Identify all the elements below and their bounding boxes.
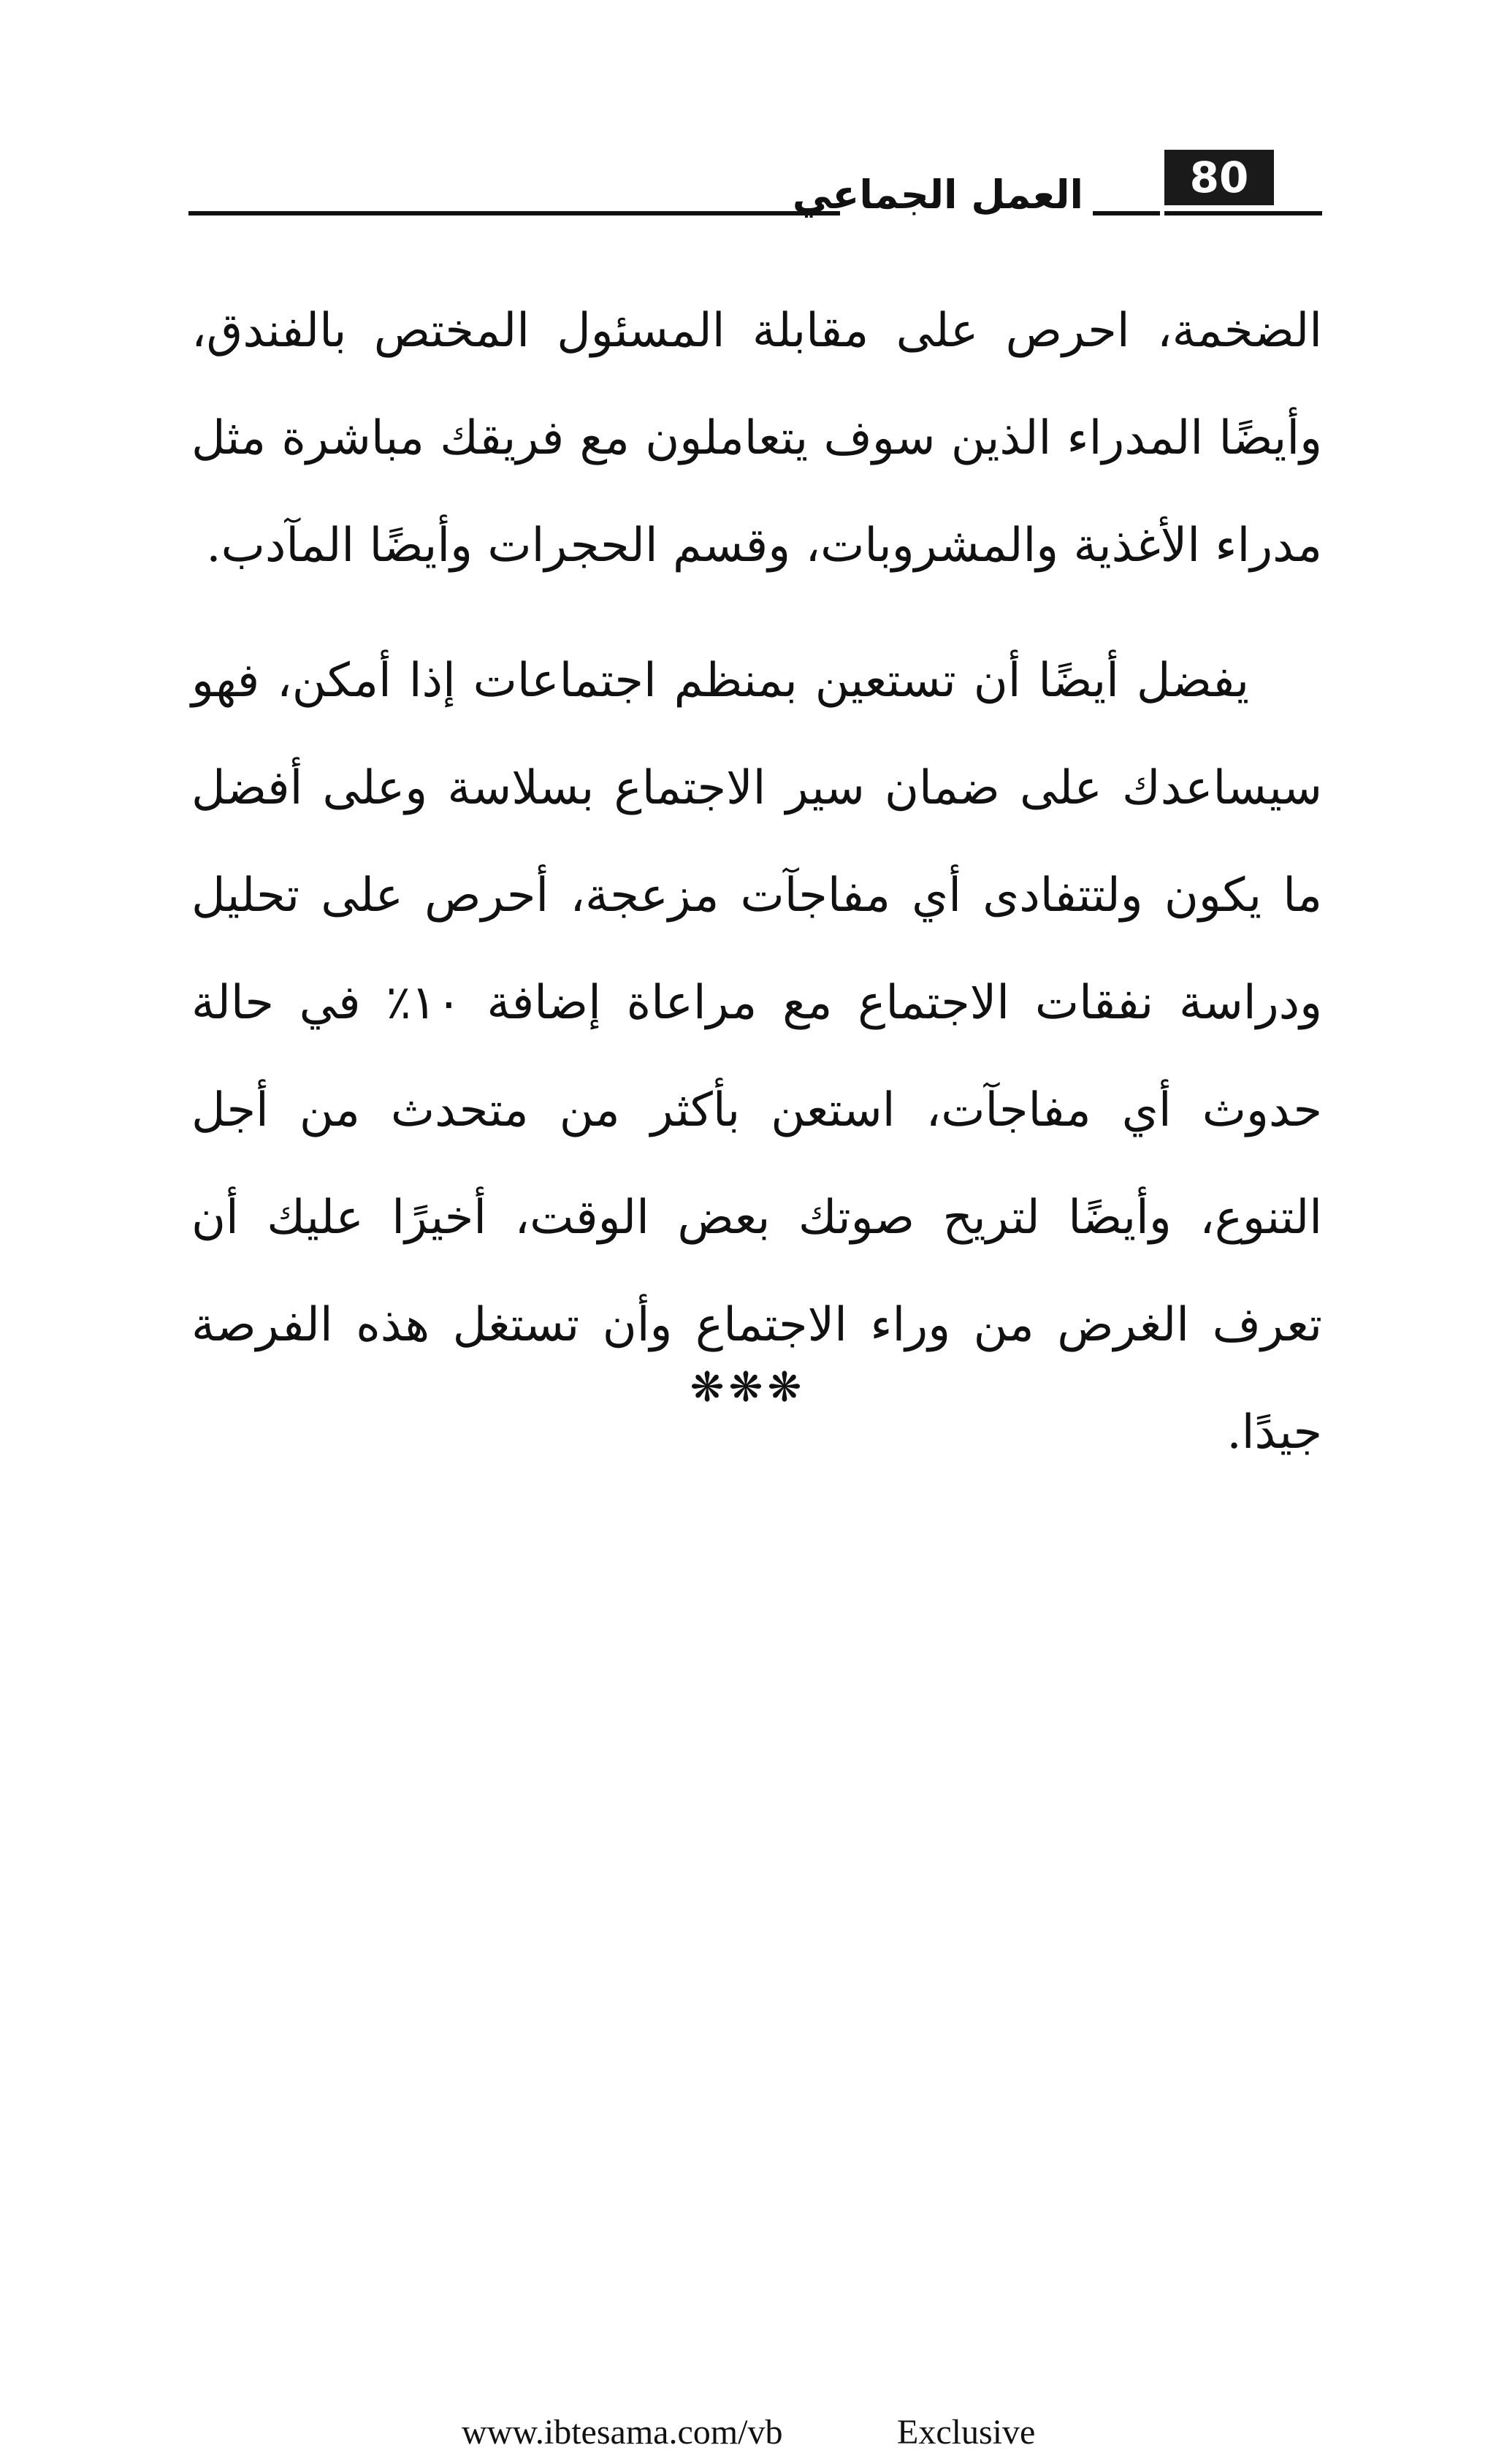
paragraph-1: الضخمة، احرص على مقابلة المسئول المختص بالفندق، وأيضًا المدراء الذين سوف يتعاملون مع فريقك مباشرة مثل مدراء الأغذية والمشروبات، وقسم الحجرات وأيضًا المآدب. bbox=[191, 304, 1322, 573]
header-rule-mid bbox=[1093, 211, 1160, 215]
footer-url: www.ibtesama.com/vb bbox=[462, 2413, 783, 2452]
paragraph-2: يفضل أيضًا أن تستعين بمنظم اجتماعات إذا أمكن، فهو سيساعدك على ضمان سير الاجتماع بسلاسة وعلى أفضل ما يكون ولتتفادى أي مفاجآت مزعجة، أحرص على تحليل ودراسة نفقات الاجتماع مع مراعاة إضافة ١٠٪ في حالة حدوث أي مفاجآت، استعن بأكثر من متحدث من أجل التنوع، وأيضًا لتريح صوتك بعض الوقت، أخيرًا عليك أن تعرف الغرض من وراء الاجتماع وأن تستغل هذه الفرصة جيدًا. bbox=[191, 654, 1323, 1460]
header-rule-left bbox=[188, 211, 840, 215]
page-footer bbox=[0, 2407, 1496, 2458]
running-title: العمل الجماعي bbox=[792, 172, 1083, 218]
footer-tag: Exclusive bbox=[897, 2413, 1036, 2452]
header-rule-right bbox=[1164, 211, 1322, 215]
body-text bbox=[191, 278, 1322, 1487]
page-number-badge: 80 bbox=[1164, 150, 1274, 205]
page-header bbox=[188, 150, 1322, 223]
section-separator: ❋❋❋ bbox=[690, 1364, 806, 1411]
